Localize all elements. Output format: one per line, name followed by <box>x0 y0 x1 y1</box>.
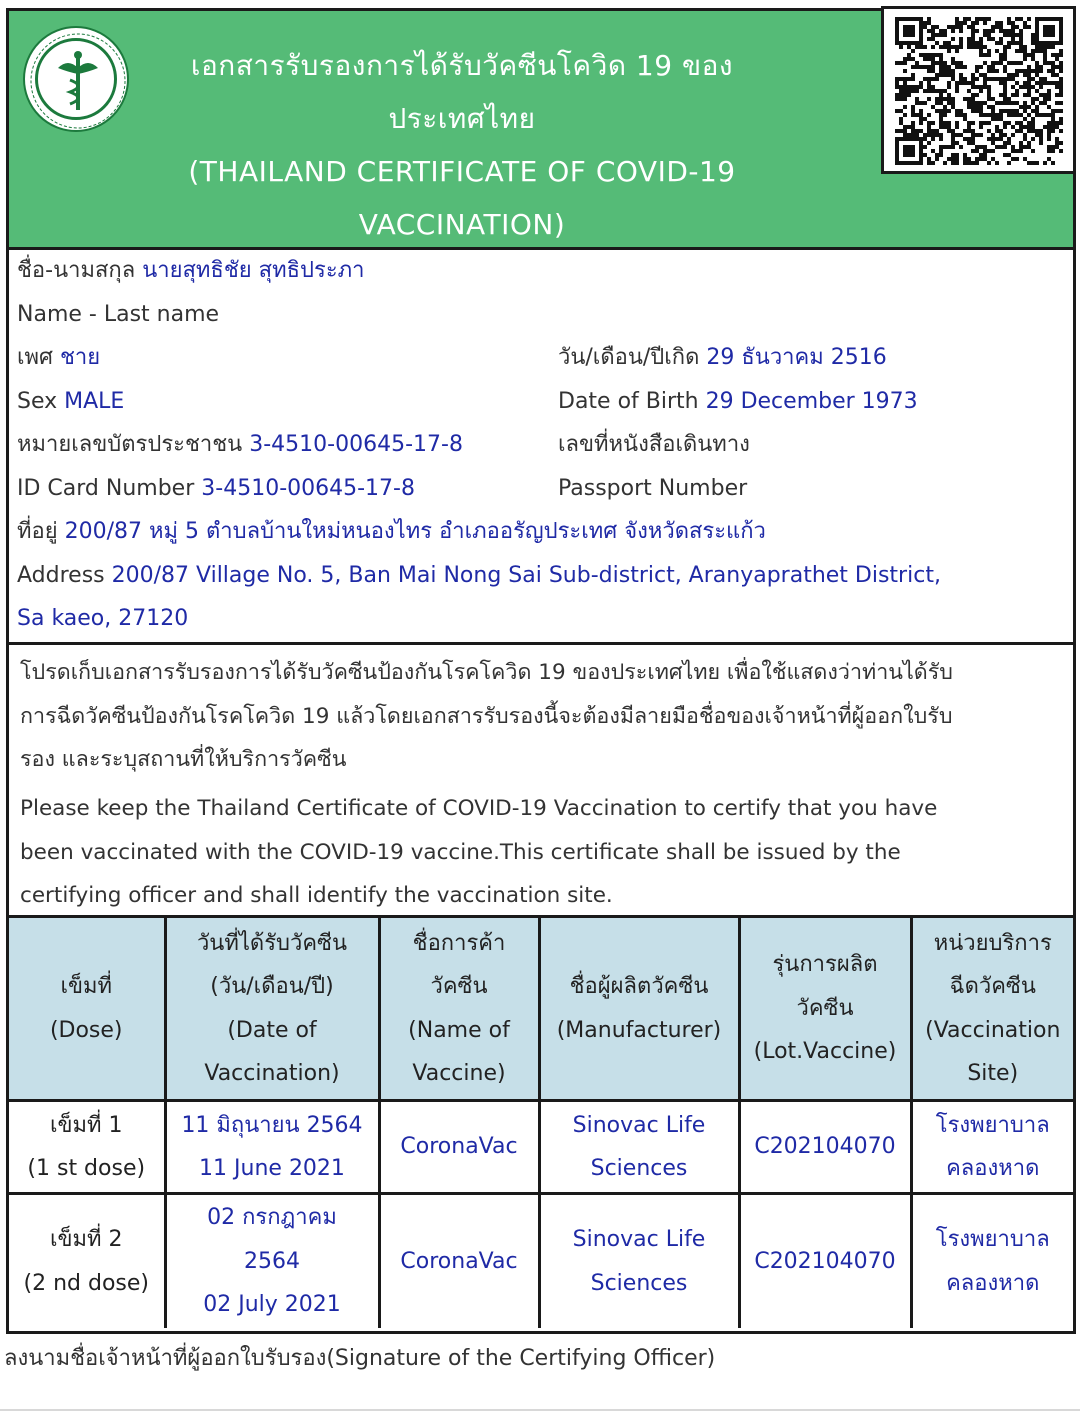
address-th-label: ที่อยู่ <box>17 519 58 544</box>
dob-th-row <box>558 343 887 373</box>
name-en-row <box>17 300 219 330</box>
header-manufacturer <box>539 917 739 1101</box>
header-line: ชื่อผู้ผลิตวัคซีน <box>569 974 709 999</box>
ministry-of-public-health-seal-icon <box>23 26 129 132</box>
passport-en-label: Passport Number <box>558 476 748 501</box>
cell-line: เข็มที่ 1 <box>49 1112 123 1138</box>
header-dose <box>9 917 165 1101</box>
address-en-row <box>17 561 941 591</box>
header-line: (Lot.Vaccine) <box>753 1039 897 1065</box>
header-line: (Name of <box>408 1017 510 1043</box>
sex-th-row <box>17 343 100 373</box>
title-line-en-2: VACCINATION) <box>358 208 566 241</box>
dob-th-label: วัน/เดือน/ปีเกิด <box>558 345 700 370</box>
dose-cell <box>9 1194 165 1329</box>
header-lot <box>739 917 911 1101</box>
cell-line: CoronaVac <box>400 1134 518 1160</box>
sex-en-value: MALE <box>64 389 125 414</box>
header-line: Vaccination) <box>204 1061 340 1086</box>
date-cell <box>165 1101 379 1194</box>
title-line-th-1: เอกสารรับรองการได้รับวัคซีนโควิด 19 ของ <box>190 49 734 82</box>
table-row <box>9 1101 1073 1194</box>
site-cell <box>911 1101 1073 1194</box>
notice-en-line-1: Please keep the Thailand Certificate of COVID-19 Vaccination to certify that you have <box>20 796 938 821</box>
divider <box>0 1409 1080 1411</box>
cell-line: (2 nd dose) <box>23 1270 149 1296</box>
vaccination-certificate <box>6 8 1076 1334</box>
header-line: หน่วยบริการ <box>933 930 1052 956</box>
cell-line: Sciences <box>590 1270 688 1296</box>
id-th-value: 3-4510-00645-17-8 <box>249 432 463 457</box>
name-en-label: Name - Last name <box>17 302 220 327</box>
cell-line: 02 กรกฎาคม <box>207 1205 337 1231</box>
dose-cell <box>9 1101 165 1194</box>
id-th-row <box>17 430 463 460</box>
notice-th-line-2: การฉีดวัคซีนป้องกันโรคโควิด 19 แล้วโดยเอกสารรับรองนี้จะต้องมีลายมือชื่อของเจ้าหน้าที่ผู้ออกใบรับ <box>20 704 953 729</box>
sex-en-label: Sex <box>17 389 58 414</box>
header-line: Site) <box>967 1061 1019 1086</box>
address-en-value-line2: Sa kaeo, 27120 <box>17 606 189 631</box>
cell-line: 11 June 2021 <box>199 1156 345 1181</box>
id-th-label: หมายเลขบัตรประชาชน <box>17 432 243 457</box>
cell-line: คลองหาด <box>946 1270 1040 1296</box>
id-en-row <box>17 474 415 504</box>
name-th-label: ชื่อ-นามสกุล <box>17 258 136 283</box>
passport-th-label: เลขที่หนังสือเดินทาง <box>558 432 750 457</box>
qr-code-icon <box>881 6 1076 174</box>
vaccine-cell <box>379 1101 539 1194</box>
dob-en-label: Date of Birth <box>558 389 699 414</box>
lot-cell <box>739 1194 911 1329</box>
cell-line: Sinovac Life <box>572 1227 706 1252</box>
name-th-row <box>17 256 365 286</box>
header-line: (วัน/เดือน/ปี) <box>210 974 334 999</box>
header-line: เข็มที่ <box>60 974 113 999</box>
table-header-row <box>9 917 1073 1101</box>
id-en-value: 3-4510-00645-17-8 <box>201 476 415 501</box>
cell-line: โรงพยาบาล <box>935 1112 1050 1138</box>
certificate-header <box>9 11 1073 250</box>
cell-line: เข็มที่ 2 <box>49 1227 123 1252</box>
sex-en-row <box>17 387 124 417</box>
title-line-th-2: ประเทศไทย <box>388 102 536 135</box>
cell-line: (1 st dose) <box>27 1156 146 1181</box>
dob-th-value: 29 ธันวาคม 2516 <box>706 345 887 370</box>
identity-section <box>9 247 1073 645</box>
address-en-label: Address <box>17 563 105 588</box>
sex-th-value: ชาย <box>60 345 101 370</box>
header-vaccine <box>379 917 539 1101</box>
manufacturer-cell <box>539 1101 739 1194</box>
title-line-en-1: (THAILAND CERTIFICATE OF COVID-19 <box>188 155 736 188</box>
cell-line: 02 July 2021 <box>203 1292 341 1318</box>
table-row <box>9 1194 1073 1329</box>
header-line: ชื่อการค้า <box>412 930 506 956</box>
header-line: วัคซีน <box>430 974 488 999</box>
lot-cell <box>739 1101 911 1194</box>
certificate-title <box>137 39 787 251</box>
header-line: วัคซีน <box>796 995 854 1021</box>
header-line: (Vaccination <box>925 1017 1061 1043</box>
cell-line: Sciences <box>590 1156 688 1181</box>
cell-line: Sinovac Life <box>572 1112 706 1138</box>
address-th-row <box>17 517 766 547</box>
manufacturer-cell <box>539 1194 739 1329</box>
address-en-row-2 <box>17 604 188 634</box>
notice-th-line-1: โปรดเก็บเอกสารรับรองการได้รับวัคซีนป้องกันโรคโควิด 19 ของประเทศไทย เพื่อใช้แสดงว่าท่านได้รับ <box>20 660 953 685</box>
passport-th-row <box>558 430 750 460</box>
header-site <box>911 917 1073 1101</box>
vaccine-cell <box>379 1194 539 1329</box>
cell-line: C202104070 <box>754 1134 896 1160</box>
cell-line: โรงพยาบาล <box>935 1227 1050 1252</box>
name-th-value: นายสุทธิชัย สุทธิประภา <box>142 258 365 283</box>
cell-line: 2564 <box>244 1248 300 1274</box>
header-line: (Manufacturer) <box>556 1017 722 1043</box>
notice-en-line-2: been vaccinated with the COVID-19 vaccine.This certificate shall be issued by the <box>20 840 901 865</box>
header-date <box>165 917 379 1101</box>
header-line: ฉีดวัคซีน <box>949 974 1036 999</box>
cell-line: C202104070 <box>754 1248 896 1274</box>
id-en-label: ID Card Number <box>17 476 195 501</box>
notice-th-line-3: รอง และระบุสถานที่ให้บริการวัคซีน <box>20 747 347 772</box>
header-line: Vaccine) <box>412 1061 506 1086</box>
dob-en-row <box>558 387 918 417</box>
signature-label: ลงนามชื่อเจ้าหน้าที่ผู้ออกใบรับรอง(Signature of the Certifying Officer) <box>4 1346 716 1371</box>
header-line: วันที่ได้รับวัคซีน <box>196 930 348 956</box>
passport-en-row <box>558 474 747 504</box>
notice-section <box>9 645 1073 918</box>
header-line: (Dose) <box>49 1017 123 1043</box>
vaccination-table <box>9 915 1073 1328</box>
header-line: (Date of <box>227 1017 317 1043</box>
sex-th-label: เพศ <box>17 345 53 370</box>
dob-en-value: 29 December 1973 <box>705 389 918 414</box>
cell-line: CoronaVac <box>400 1248 518 1274</box>
address-th-value: 200/87 หมู่ 5 ตำบลบ้านใหม่หนองไทร อำเภออรัญประเทศ จังหวัดสระแก้ว <box>64 519 766 544</box>
site-cell <box>911 1194 1073 1329</box>
address-en-value-line1: 200/87 Village No. 5, Ban Mai Nong Sai Sub-district, Aranyaprathet District, <box>111 563 941 588</box>
notice-en-line-3: certifying officer and shall identify the vaccination site. <box>20 883 613 908</box>
header-line: รุ่นการผลิต <box>772 952 878 978</box>
cell-line: 11 มิถุนายน 2564 <box>181 1112 363 1138</box>
date-cell <box>165 1194 379 1329</box>
cell-line: คลองหาด <box>946 1156 1040 1181</box>
